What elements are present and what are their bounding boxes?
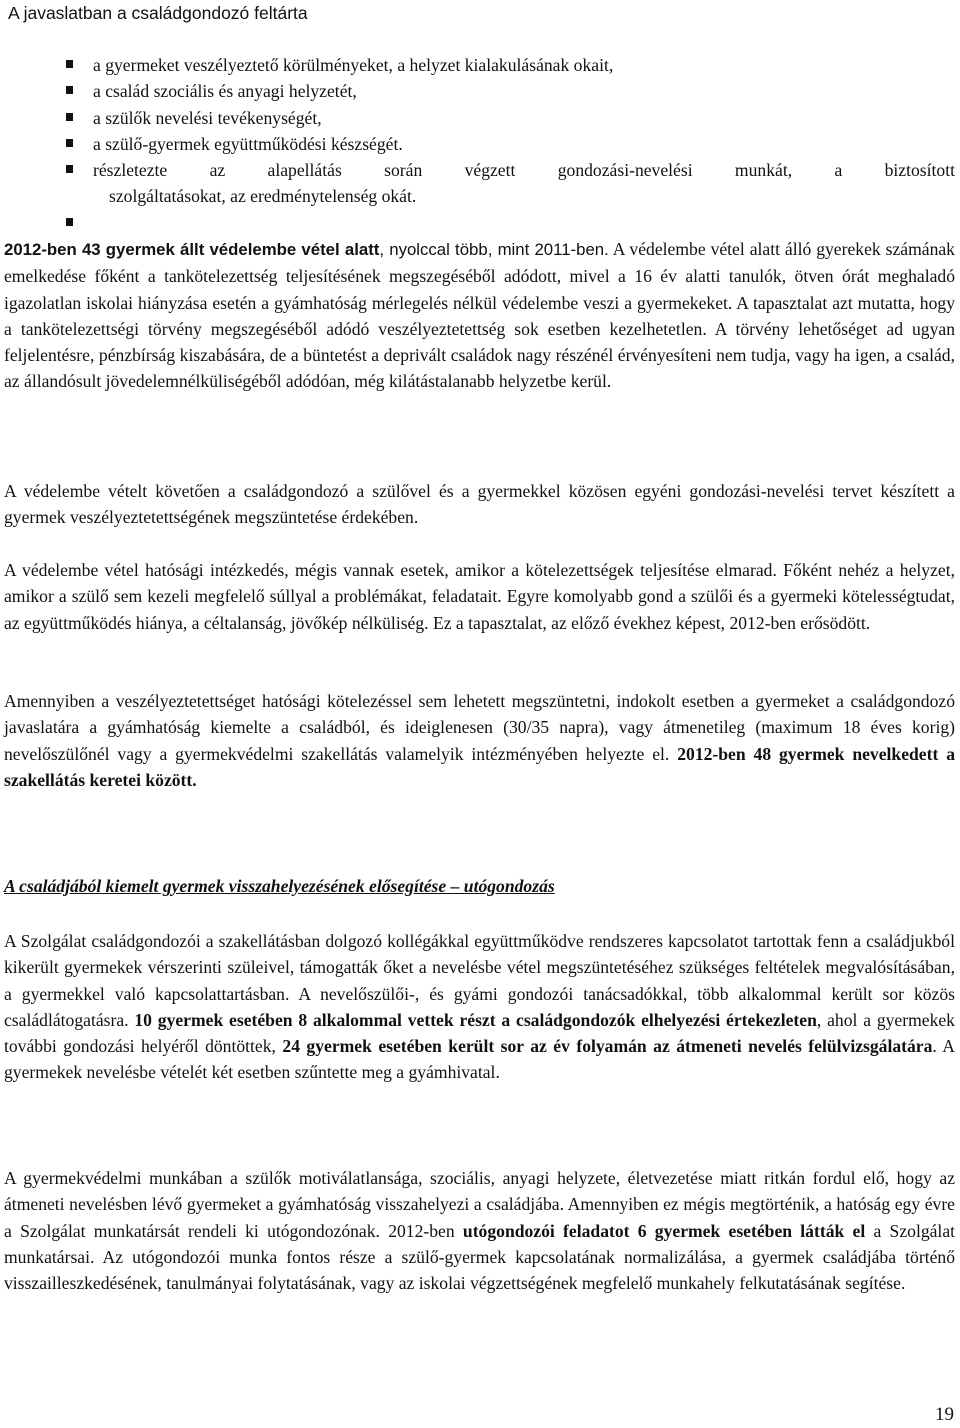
square-bullet-icon [66,218,73,226]
page-number: 19 [935,1404,954,1425]
paragraph-plan: A védelembe vételt követően a családgondozó a szülővel és a gyermekkel közösen egyéni gondozási-nevelési tervet készített a gyermek veszélyeztetettségének megszüntetése érdekében. [4,481,955,528]
paragraph-protection: 2012-ben 43 gyermek állt védelembe vétel alatt, nyolccal több, mint 2011-ben. A védelembe vétel alatt álló gyerekek számának emelkedése főként a tankötelezettség teljesítésének megszegéséből adódott, mivel a 16 év alatti tanulók, ötven órát meghaladó igazolatlan iskolai hiányzása esetén a gyámhatóság mérlegelés nélkül védelembe veszi a gyermekeket. A tapasztalat azt mutatta, hogy a tankötelezettségi törvény megszegéséből adódó veszélyeztetettség sok esetben kezelhetetlen. A törvény lehetőséget ad ugyan feljelentésre, pénzbírság kiszabására, de a büntetést a deprivált családok nagy részénél érvényesíteni nem tudja, vagy ha igen, a család, az állandósult jövedelemnélküliségéből adódóan, még kilátástalanabb helyzetbe kerül. [4,239,955,392]
paragraph-reintegration: A Szolgálat családgondozói a szakellátásban dolgozó kollégákkal együttműködve rendszeres kapcsolatot tartottak fenn a családjukból kikerült gyermekek vérszerinti szüleivel, támogatták őket a nevelésbe vétel megszüntetéséhez szükséges feltételek megvalósításában, a gyermekkel való kapcsolattartásban. A nevelőszülői-, és gyámi gondozói tanácsadókkal, több alkalommal került sor közös családlátogatásra. 10 gyermek esetében 8 alkalommal vettek részt a családgondozók elhelyezési értekezleten, ahol a gyermekek további gondozási helyéről döntöttek, 24 gyermek esetében került sor az év folyamán az átmeneti nevelés felülvizsgálatára. A gyermekek nevelésbe vételét két esetben szűntette meg a gyámhivatal. [4,931,955,1083]
paragraph-aftercare: A gyermekvédelmi munkában a szülők motiválatlansága, szociális, anyagi helyzete, életvezetése miatt ritkán fordul elő, hogy az átmeneti nevelésben lévő gyermeket a gyámhatóság visszahelyezi a családjába. Amennyiben ez mégis megtörténik, a hatóság egy évre a Szolgálat munkatársát rendeli ki utógondozónak. 2012-ben utógondozói feladatot 6 gyermek esetében látták el a Szolgálat munkatársai. Az utógondozói munka fontos része a szülő-gyermek kapcsolatának normalizálása, a gyermek családjába történő visszailleszkedésének, tanulmányai folytatásának, vagy az iskolai végzettségének megfelelő munkahely felkutatásának segítése. [4,1168,956,1294]
list-item: részletezte az alapellátás során végzett gondozási-nevelési munkát, a biztosított szolgáltatásokat, az eredménytelenség okát. [0,157,960,210]
paragraph-obligations: A védelembe vétel hatósági intézkedés, mégis vannak esetek, amikor a kötelezettségek teljesítése elmarad. Főként nehéz a helyzet, amikor a szülő sem kezeli megfelelő súllyal a problémákat, feladatait. Egyre komolyabb gond a szülői és a gyermeki kötelességtudat, az együttműködés hiánya, a céltalanság, jövőkép nélküliség. Ez a tapasztalat, az előző évekhez képest, 2012-ben erősödött. [4,560,955,633]
list-item: a gyermeket veszélyeztető körülményeket, a helyzet kialakulásának okait, [0,52,960,78]
square-bullet-icon [66,60,73,68]
square-bullet-icon [66,165,73,173]
paragraph-removal: Amennyiben a veszélyeztetettséget hatósági kötelezéssel sem lehetett megszüntetni, indokolt esetben a gyermeket a családgondozó javaslatára a gyámhatóság kiemelte a családból, és ideiglenesen (30/35 napra), vagy átmenetileg (maximum 18 éves korig) nevelőszülőnél vagy a gyermekvédelmi szakellátás valamelyik intézményében helyezte el. 2012-ben 48 gyermek nevelkedett a szakellátás keretei között. [4,691,955,790]
list-item: a szülő-gyermek együttműködési készségét. [0,131,960,157]
list-item-empty [0,210,960,236]
square-bullet-icon [66,113,73,121]
square-bullet-icon [66,86,73,94]
section-header: A javaslatban a családgondozó feltártа [8,3,308,23]
section-heading: A családjából kiemelt gyermek visszahelyezésének elősegítése – utógondozás [4,876,555,896]
square-bullet-icon [66,139,73,147]
list-item: a szülők nevelési tevékenységét, [0,105,960,131]
bullet-list [0,52,960,236]
list-item: a család szociális és anyagi helyzetét, [0,78,960,104]
